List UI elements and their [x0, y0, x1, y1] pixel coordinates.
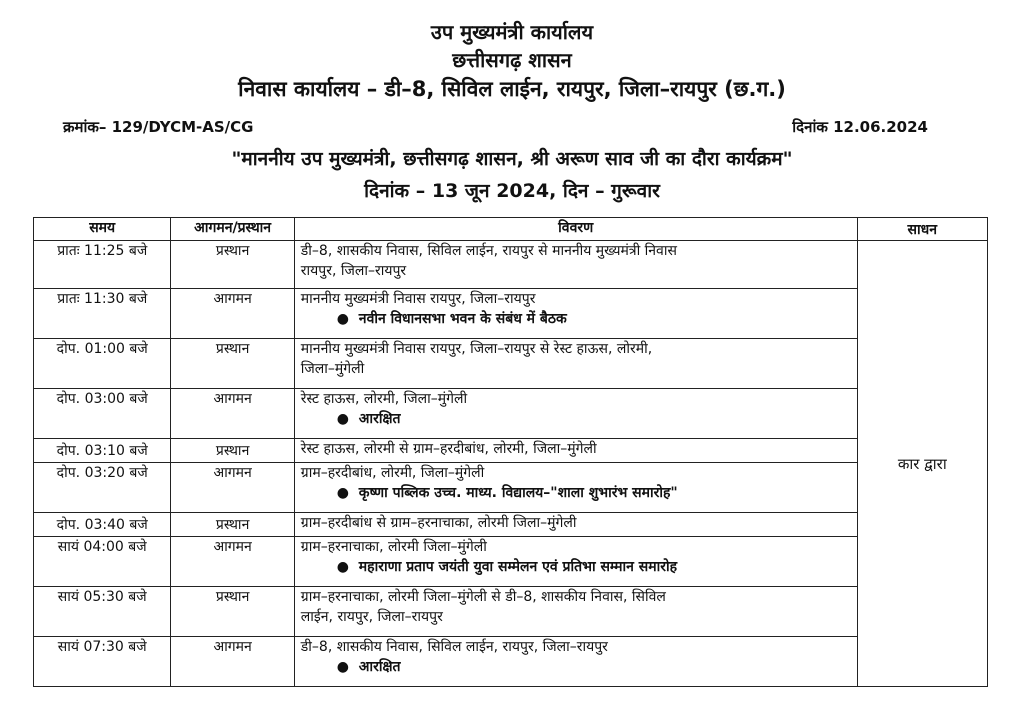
event-name: कृष्णा पब्लिक उच्च. माध्य. विद्यालय–"शाला शुभारंभ समारोह": [358, 485, 678, 501]
table-row: [34, 463, 988, 513]
row-details: [294, 463, 857, 513]
detail-line: जिला–मुंगेली: [300, 361, 365, 377]
detail-line: माननीय मुख्यमंत्री निवास रायपुर, जिला–रायपुर से रेस्ट हाऊस, लोरमी,: [300, 341, 653, 357]
row-details: [294, 513, 857, 537]
detail-line: रायपुर, जिला–रायपुर: [300, 263, 407, 279]
row-arrival-departure: आगमन: [171, 289, 294, 339]
detail-line: डी–8, शासकीय निवास, सिविल लाईन, रायपुर से माननीय मुख्यमंत्री निवास: [300, 243, 677, 259]
event-bullet: [301, 657, 851, 677]
table-header-row: [34, 218, 988, 241]
detail-line: ग्राम–हरनाचाका, लोरमी जिला–मुंगेली से डी–8, शासकीय निवास, सिविल: [300, 589, 666, 605]
column-header-time: समय: [34, 218, 171, 241]
event-name: आरक्षित: [358, 659, 401, 675]
column-header-mode: साधन: [857, 218, 987, 241]
transport-mode: कार द्वारा: [857, 241, 987, 687]
event-bullet: [301, 483, 851, 503]
table-row: [34, 289, 988, 339]
table-row: [34, 439, 988, 463]
row-time: प्रातः 11:25 बजे: [34, 241, 171, 289]
office-address: निवास कार्यालय – डी–8, सिविल लाईन, रायपुर, जिला–रायपुर (छ.ग.): [238, 77, 786, 101]
detail-line: डी–8, शासकीय निवास, सिविल लाईन, रायपुर, जिला–रायपुर: [300, 639, 608, 655]
detail-line: ग्राम–हरदीबांध, लोरमी, जिला–मुंगेली: [300, 465, 485, 481]
row-time: दोप. 03:10 बजे: [34, 439, 171, 463]
row-time: सायं 07:30 बजे: [34, 637, 171, 687]
row-arrival-departure: प्रस्थान: [171, 513, 294, 537]
schedule-body: [34, 241, 988, 687]
issue-date: दिनांक 12.06.2024: [792, 118, 928, 136]
table-row: [34, 513, 988, 537]
row-time: दोप. 01:00 बजे: [34, 339, 171, 389]
programme-date: दिनांक – 13 जून 2024, दिन – गुरूवार: [364, 180, 660, 202]
detail-line: ग्राम–हरदीबांध से ग्राम–हरनाचाका, लोरमी जिला–मुंगेली: [300, 515, 577, 531]
detail-line: रेस्ट हाऊस, लोरमी से ग्राम–हरदीबांध, लोरमी, जिला–मुंगेली: [300, 441, 597, 457]
row-arrival-departure: आगमन: [171, 389, 294, 439]
government-name: छत्तीसगढ़ शासन: [452, 48, 572, 72]
event-name: महाराणा प्रताप जयंती युवा सम्मेलन एवं प्रतिभा सम्मान समारोह: [358, 559, 678, 575]
detail-line: ग्राम–हरनाचाका, लोरमी जिला–मुंगेली: [300, 539, 487, 555]
bullet-icon: ●: [336, 559, 350, 575]
programme-title: "माननीय उप मुख्यमंत्री, छत्तीसगढ़ शासन, श्री अरूण साव जी का दौरा कार्यक्रम": [231, 148, 793, 170]
bullet-icon: ●: [336, 311, 350, 327]
table-row: [34, 241, 988, 289]
event-name: नवीन विधानसभा भवन के संबंध में बैठक: [358, 311, 567, 327]
row-details: [294, 389, 857, 439]
row-arrival-departure: प्रस्थान: [171, 439, 294, 463]
row-arrival-departure: प्रस्थान: [171, 587, 294, 637]
row-details: [294, 339, 857, 389]
bullet-icon: ●: [336, 485, 350, 501]
bullet-icon: ●: [336, 411, 350, 427]
column-header-arrival-departure: आगमन/प्रस्थान: [171, 218, 294, 241]
row-details: [294, 537, 857, 587]
row-time: दोप. 03:40 बजे: [34, 513, 171, 537]
row-arrival-departure: प्रस्थान: [171, 241, 294, 289]
row-details: [294, 241, 857, 289]
row-arrival-departure: आगमन: [171, 537, 294, 587]
event-bullet: [301, 409, 851, 429]
row-details: [294, 289, 857, 339]
row-time: सायं 04:00 बजे: [34, 537, 171, 587]
office-name: उप मुख्यमंत्री कार्यालय: [430, 20, 594, 44]
column-header-details: विवरण: [294, 218, 857, 241]
table-row: [34, 537, 988, 587]
row-time: दोप. 03:00 बजे: [34, 389, 171, 439]
row-arrival-departure: आगमन: [171, 637, 294, 687]
event-bullet: [301, 557, 851, 577]
row-details: [294, 587, 857, 637]
table-row: [34, 389, 988, 439]
table-row: [34, 339, 988, 389]
detail-line: माननीय मुख्यमंत्री निवास रायपुर, जिला–रायपुर: [300, 291, 536, 307]
schedule-table: [33, 217, 988, 687]
row-arrival-departure: आगमन: [171, 463, 294, 513]
table-row: [34, 587, 988, 637]
row-time: प्रातः 11:30 बजे: [34, 289, 171, 339]
detail-line: लाईन, रायपुर, जिला–रायपुर: [300, 609, 443, 625]
bullet-icon: ●: [336, 659, 350, 675]
event-name: आरक्षित: [358, 411, 401, 427]
row-details: [294, 637, 857, 687]
row-time: सायं 05:30 बजे: [34, 587, 171, 637]
reference-number: क्रमांक– 129/DYCM-AS/CG: [63, 118, 254, 136]
row-arrival-departure: प्रस्थान: [171, 339, 294, 389]
row-details: [294, 439, 857, 463]
table-row: [34, 637, 988, 687]
detail-line: रेस्ट हाऊस, लोरमी, जिला–मुंगेली: [300, 391, 468, 407]
event-bullet: [301, 309, 851, 329]
row-time: दोप. 03:20 बजे: [34, 463, 171, 513]
